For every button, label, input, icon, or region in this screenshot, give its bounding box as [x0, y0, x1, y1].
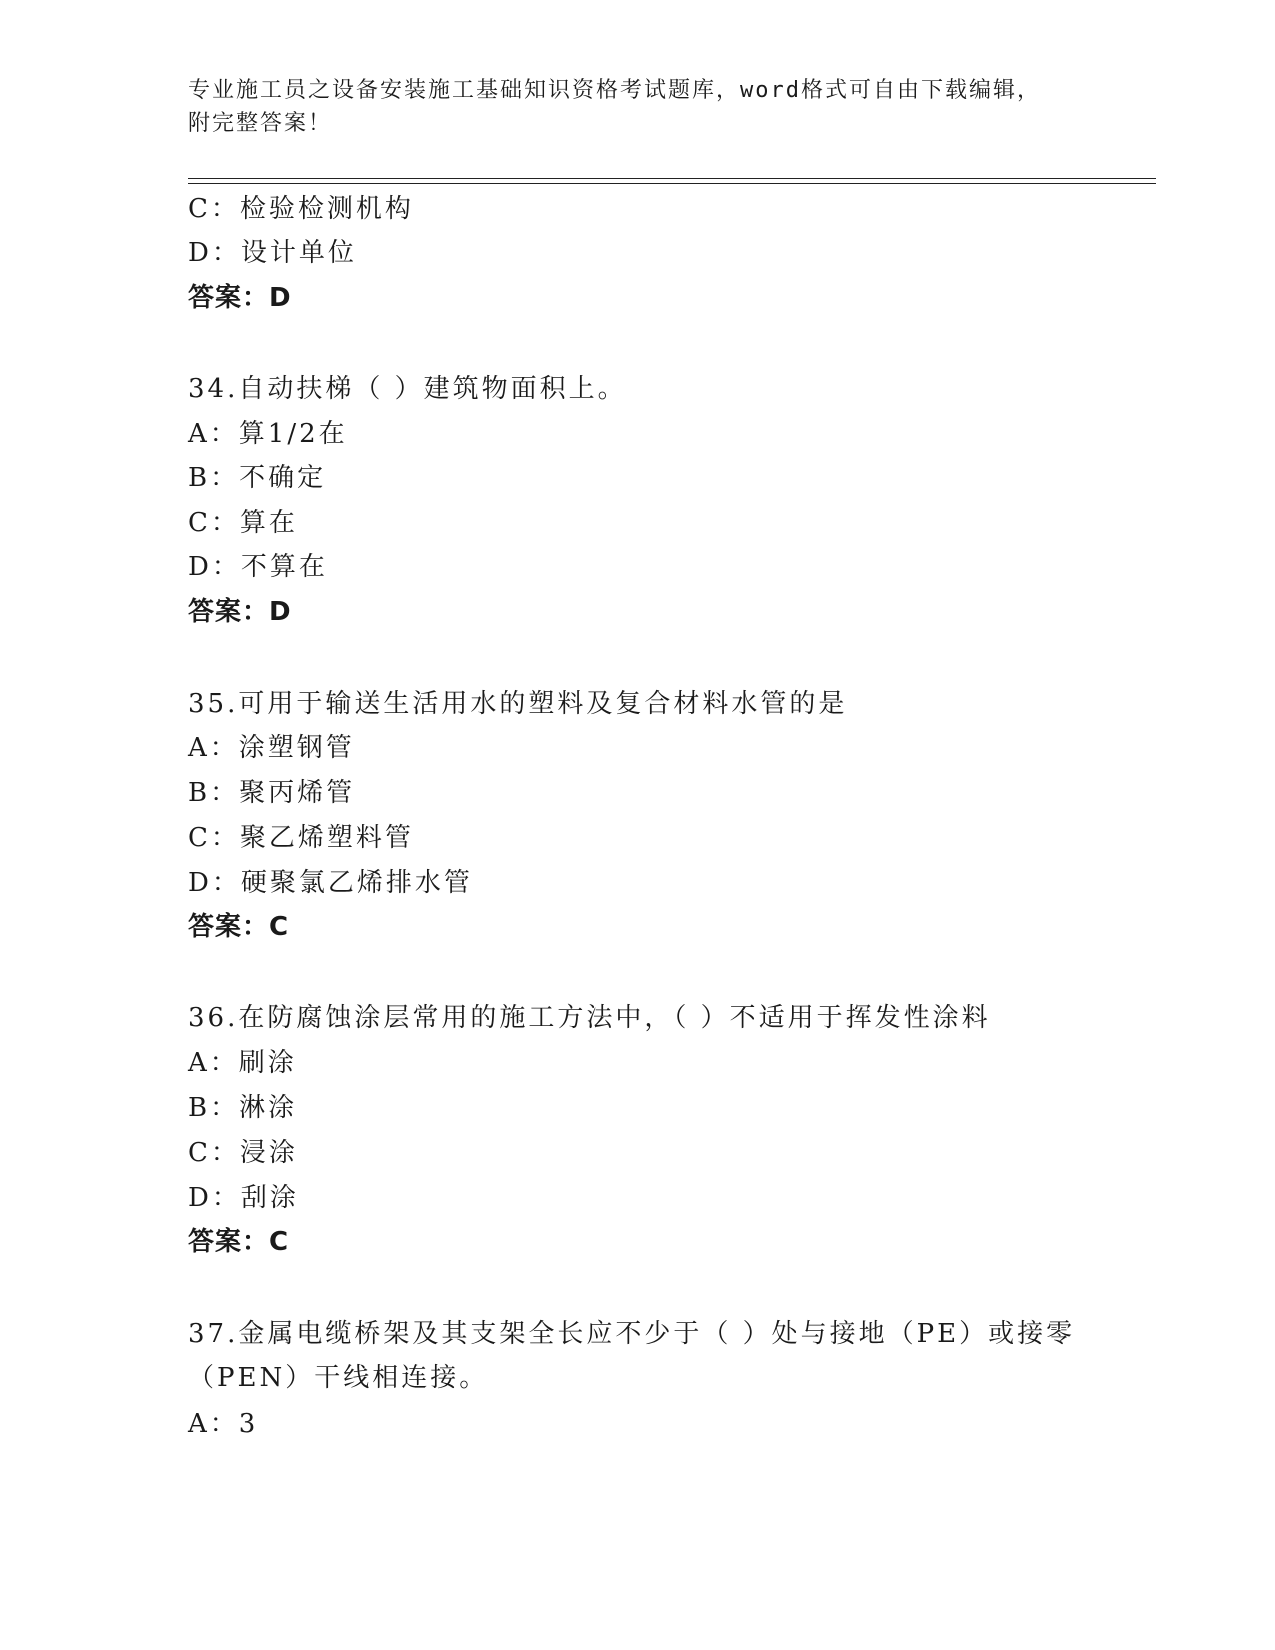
q36-option-b: B：淋涂 [188, 1093, 298, 1123]
q34-option-b: B：不确定 [188, 463, 327, 493]
q36-stem: 36.在防腐蚀涂层常用的施工方法中，（ ）不适用于挥发性涂料 [188, 1003, 991, 1033]
q37-option-a: A：3 [188, 1409, 259, 1439]
header-divider-top [188, 178, 1156, 179]
q34-option-d: D：不算在 [188, 552, 328, 582]
q36-option-d: D：刮涂 [188, 1183, 299, 1213]
header-line-2: 附完整答案！ [188, 111, 333, 136]
q35-stem: 35.可用于输送生活用水的塑料及复合材料水管的是 [188, 689, 848, 719]
q34-option-a: A：算1/2在 [188, 419, 348, 449]
prev-option-d: D：设计单位 [188, 238, 357, 268]
q37-stem-line-2: （PEN）干线相连接。 [188, 1363, 489, 1393]
q35-option-c: C：聚乙烯塑料管 [188, 823, 414, 853]
q34-stem: 34.自动扶梯（ ）建筑物面积上。 [188, 374, 627, 404]
q35-option-d: D：硬聚氯乙烯排水管 [188, 868, 473, 898]
q34-answer: 答案：D [188, 597, 292, 627]
q35-option-a: A：涂塑钢管 [188, 733, 355, 763]
header-divider-bottom [188, 183, 1156, 184]
document-header [188, 74, 1088, 140]
q36-option-a: A：刷涂 [188, 1048, 297, 1078]
q35-answer: 答案：C [188, 912, 290, 942]
q34-option-c: C：算在 [188, 508, 298, 538]
q37-stem-line-1: 37.金属电缆桥架及其支架全长应不少于（ ）处与接地（PE）或接零 [188, 1319, 1076, 1349]
q35-option-b: B：聚丙烯管 [188, 778, 356, 808]
q36-option-c: C：浸涂 [188, 1138, 298, 1168]
prev-answer: 答案：D [188, 283, 292, 313]
q36-answer: 答案：C [188, 1227, 290, 1257]
header-line-1: 专业施工员之设备安装施工基础知识资格考试题库，word格式可自由下载编辑， [188, 78, 1041, 103]
prev-option-c: C：检验检测机构 [188, 194, 414, 224]
